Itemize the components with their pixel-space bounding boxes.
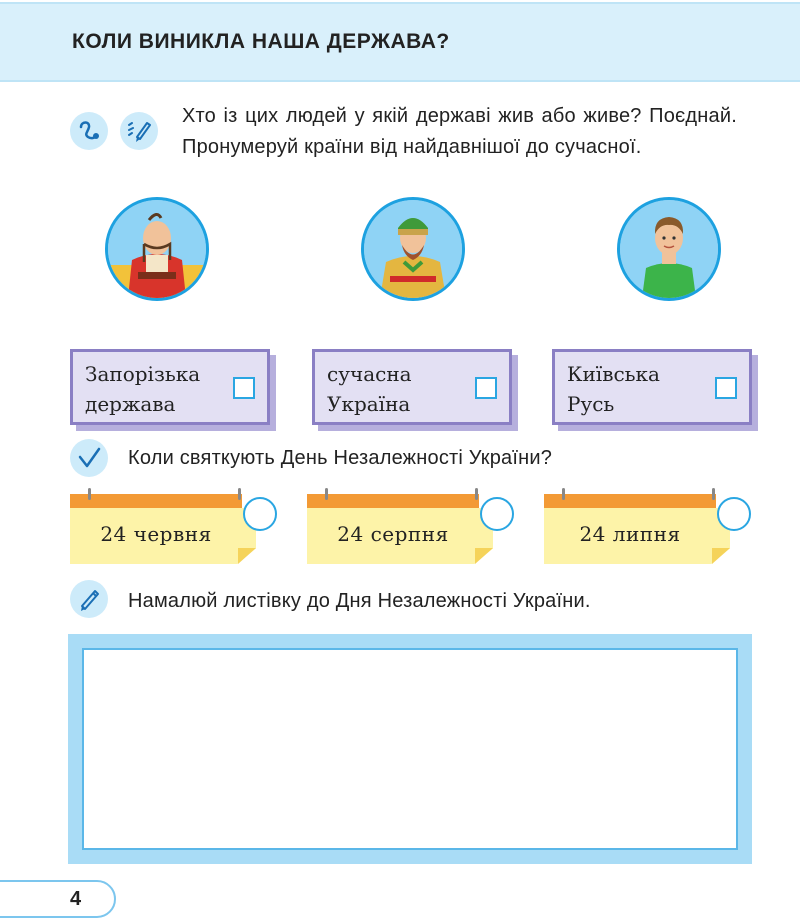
calendar-ring <box>88 488 91 500</box>
task2-text: Коли святкують День Незалежності України? <box>128 447 553 469</box>
page-header <box>0 2 800 82</box>
page-title: КОЛИ ВИНИКЛА НАША ДЕРЖАВА? <box>72 30 450 53</box>
boy-portrait <box>617 197 721 301</box>
date-label: 24 червня <box>100 522 212 546</box>
country-box-kyivan-rus <box>552 349 752 425</box>
checkbox-modern-ukraine[interactable] <box>475 377 497 399</box>
country-box-zaporizka <box>70 349 270 425</box>
checkbox-zaporizka[interactable] <box>233 377 255 399</box>
page-number: 4 <box>70 888 82 910</box>
calendar-bar <box>70 494 242 508</box>
calendar-bar <box>544 494 716 508</box>
country-label: сучасна Україна <box>327 362 412 416</box>
drawing-frame <box>68 634 752 864</box>
country-label: Київська Русь <box>567 362 660 416</box>
date-label: 24 липня <box>579 522 681 546</box>
calendar-ring <box>325 488 328 500</box>
date-option-june <box>70 494 256 564</box>
calendar-bar <box>307 494 479 508</box>
cossack-portrait <box>105 197 209 301</box>
checkbox-kyivan-rus[interactable] <box>715 377 737 399</box>
country-box-modern-ukraine <box>312 349 512 425</box>
radio-june[interactable] <box>243 497 277 531</box>
radio-august[interactable] <box>480 497 514 531</box>
prince-portrait <box>361 197 465 301</box>
radio-july[interactable] <box>717 497 751 531</box>
calendar-ring <box>475 488 478 500</box>
country-label: Запорізька держава <box>85 362 201 416</box>
task3-text: Намалюй листівку до Дня Незалежності України. <box>128 590 591 612</box>
checkmark-icon <box>70 439 108 477</box>
calendar-ring <box>562 488 565 500</box>
date-option-july <box>544 494 730 564</box>
connect-lines-icon <box>70 112 108 150</box>
pencil-icon <box>70 580 108 618</box>
pencil-write-icon <box>120 112 158 150</box>
date-label: 24 серпня <box>337 522 449 546</box>
task1-text: Хто із цих людей у якій державі жив або живе? Поєднай. Пронумеруй країни від найдавнішої до сучасної. <box>182 105 737 158</box>
calendar-ring <box>238 488 241 500</box>
calendar-ring <box>712 488 715 500</box>
page-number-tab <box>0 880 116 918</box>
drawing-area[interactable] <box>82 648 738 850</box>
date-option-august <box>307 494 493 564</box>
